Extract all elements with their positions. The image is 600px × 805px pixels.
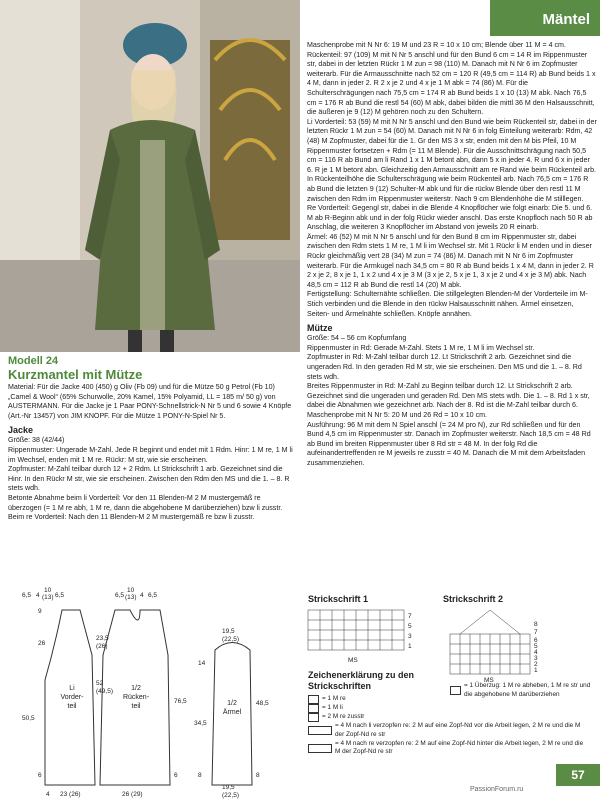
- pattern-schematic: [0, 585, 300, 800]
- dim-52: 52: [96, 680, 104, 687]
- chart2-row-8: 8: [534, 621, 538, 628]
- dim-9: 9: [38, 608, 42, 615]
- dim-23-5: 23,5: [96, 635, 109, 642]
- chart1-row-1: 1: [408, 643, 412, 650]
- dim-top-7: 10: [127, 587, 135, 594]
- label-front-3: teil: [67, 703, 77, 710]
- chart2-row-1: 1: [534, 667, 538, 674]
- watermark: PassionForum.ru: [470, 786, 524, 793]
- symbol-ssk-icon: [450, 686, 461, 695]
- dim-22-5-top: (22,5): [222, 636, 239, 643]
- chart2-row-4: 4: [534, 649, 538, 656]
- betonte-abnahme-text: Betonte Abnahme beim li Vorderteil: Vor den 11 Blenden-M 2 M mustergemäß re überzogen (= 1 M re abh, 1 M re, dann die abgehobene M darüberziehen) bzw li zusstr. Beim re Vorderteil: Nach den 11 Blenden-M 2 M mustergemäß re bzw li zusstr.: [8, 493, 283, 522]
- chart2-row-6: 6: [534, 637, 538, 644]
- chart1-row-3: 3: [408, 633, 412, 640]
- dim-4: 4: [46, 791, 50, 798]
- model-number: Modell 24: [8, 355, 59, 367]
- section-tab: [490, 0, 600, 36]
- dim-26: 26: [38, 640, 46, 647]
- chart2-row-3: 3: [534, 655, 538, 662]
- label-back-3: teil: [131, 703, 141, 710]
- symbol-purl-icon: [308, 704, 319, 713]
- model-title: Kurzmantel mit Mütze: [8, 367, 143, 382]
- right-column: [307, 41, 597, 469]
- fertigstellung-text: Fertigstellung: Schulternähte schließen. Die stillgelegten Blenden-M der Vorderteile im M-Stich verbinden und die Blende in den rückw Halsausschnitt nähen. Ärmel einsetzen, Seiten- und Ärmelnähte schließen. Knöpfe annähen.: [307, 290, 588, 318]
- label-sleeve-1: 1/2: [227, 700, 237, 707]
- dim-22-5-bottom: (22,5): [222, 792, 239, 799]
- dim-6b: 6: [174, 772, 178, 779]
- legend-item-li: = 1 M li: [308, 704, 588, 713]
- chart2-row-5: 5: [534, 643, 538, 650]
- dim-23-26: 23 (26): [60, 791, 81, 798]
- knitting-charts: [300, 590, 600, 780]
- dim-76-5: 76,5: [174, 698, 187, 705]
- symbol-cable-left-icon: [308, 726, 332, 735]
- dim-26b: (26): [96, 643, 108, 650]
- zopfmuster-rd-text: Zopfmuster in Rd: M-Zahl teilbar durch 12. Lt Strickschrift 2 arb. Gezeichnet sind die ungeraden Rd. In den geraden Rd M str, wie sie erscheinen. Den MS und die 1. – 8. Rd stets wdh.: [307, 353, 582, 381]
- dim-8b: 8: [256, 772, 260, 779]
- chart2-ms: MS: [484, 677, 494, 684]
- dim-top-1: 6,5: [22, 592, 32, 599]
- maschenprobe-muetze-text: Maschenprobe mit N Nr 5: 20 M und 26 Rd = 10 x 10 cm.: [307, 410, 487, 419]
- symbol-k2tog-icon: [308, 713, 319, 722]
- dim-14: 14: [198, 660, 206, 667]
- chart2-title: Strickschrift 2: [443, 594, 504, 604]
- dim-26-29: 26 (29): [122, 791, 143, 798]
- symbol-cable-right-icon: [308, 744, 332, 753]
- legend: [308, 695, 588, 757]
- dim-34-5: 34,5: [194, 720, 207, 727]
- dim-top-5: 6,5: [55, 592, 65, 599]
- label-sleeve-2: Ärmel: [222, 709, 242, 716]
- dim-top-6: 6,5: [115, 592, 125, 599]
- legend-ueberzug: = 1 Überzug: 1 M re abheben, 1 M re str und die abgehobene M darüberziehen: [450, 682, 595, 700]
- legend-title: Zeichenerklärung zu den Strickschriften: [308, 670, 415, 691]
- aermel-text: Ärmel: 46 (52) M mit N Nr 5 anschl und für den Bund 8 cm im Rippenmuster str, dabei zwischen den Rdm stets 1 M re, 1 M li im Wechsel str. Mit 1 Rückr li M enden und in dieser Rückr gleichmäßig vert 28 (34) M zun = 74 (86) M. Danach mit N Nr 6 im Zopfmuster weiterarb. Für die Armkugel nach 34,5 cm = 80 R ab Bund beids 1 x 4 M, dann in jeder 2. R 2 x je 2, 8 x je 1, 1 x 2 und 4 x je 3 M (3 x je 2, 5 x je 1, 3 x je 2 und 4 x je 3 M) abk. Nach 48,5 cm = 112 R ab Bund die restl 14 (20) M abk.: [307, 232, 594, 289]
- section-label: Mäntel: [542, 11, 590, 28]
- dim-50-5: 50,5: [22, 715, 35, 722]
- dim-top-8: (13): [125, 594, 137, 601]
- legend-item-zusstr: = 2 M re zusstr: [308, 713, 588, 722]
- muetze-heading: Mütze: [307, 323, 333, 334]
- re-vorderteil-text: Re Vorderteil: Gegengl str, dabei in die Blende 4 Knopflöcher wie folgt einarb: Die 5. und 6. M ab R-Beginn abk und in der folg Rückr wieder anschl. Das erste Knopfloch nach 50 R ab Anschlag, die weiteren 3 Knopflöcher im Abstand von jeweils 20 R einarb.: [307, 204, 593, 232]
- ausfuehrung-text: Ausführung: 96 M mit dem N Spiel anschl (= 24 M pro N), zur Rd schließen und für den Bund 4,5 cm im Rippenmuster str. Danach im Zopfmuster weiterstr. Nach 18,5 cm = 48 Rd ab Bund im breiten Rippenmuster über 8 Rd str = 48 M. In der folg Rd die aufeinandertreffenden re M jeweils re zusstr = 40 M. Danach die M mit dem Arbeitsfaden zusammenziehen.: [307, 420, 591, 467]
- dim-top-10: 6,5: [148, 592, 158, 599]
- page-number: 57: [556, 764, 600, 786]
- coat-photo-illustration: [0, 0, 300, 352]
- model-description: [8, 355, 295, 523]
- rippenmuster-rd-text: Rippenmuster in Rd: Gerade M-Zahl. Stets 1 M re, 1 M li im Wechsel str.: [307, 343, 535, 352]
- legend-item-cable-left: = 4 M nach li verzopfen re: 2 M auf eine Zopf-Nd vor die Arbeit legen, 2 M re und die M der Zopf-Nd re str: [308, 722, 588, 740]
- dim-48-5: 48,5: [256, 700, 269, 707]
- label-back-2: Rücken-: [122, 694, 150, 701]
- chart1-ms: MS: [348, 657, 358, 664]
- dim-top-9: 4: [140, 592, 144, 599]
- breites-rippenmuster-text: Breites Rippenmuster in Rd: M-Zahl zu Beginn teilbar durch 12. Lt Strickschrift 2 arb. Gezeichnet sind die ungeraden und geraden Rd. Den MS stets wdh. Die 1. – 8. Rd 1 x str, dabei die Abnahmen wie gezeichnet arb. Nach der 8. Rd ist die M-Zahl teilbar durch 6.: [307, 382, 590, 410]
- material-text: Material: Für die Jacke 400 (450) g Oliv (Fb 09) und für die Mütze 50 g Petrol (Fb 10) „Camel & Wool“ (65% Schurwolle, 20% Kamel, 15% Polyamid, LL = 185 m/ 50 g) von AUSTERMANN. Für die Jacke je 1 Paar PONY-Schnellstrick-N Nr 5 und 6 sowie 4 Knöpfe (Art.-Nr 13457) von JIM KNOPF. Für die Mütze 1 PONY-N-Spiel Nr 5.: [8, 383, 292, 420]
- maschenprobe-text: Maschenprobe mit N Nr 6: 19 M und 23 R = 10 x 10 cm; Blende über 11 M = 4 cm.: [307, 41, 566, 49]
- model-photo: [0, 0, 300, 352]
- jacke-heading: Jacke: [8, 425, 34, 436]
- muetze-groesse: Größe: 54 – 56 cm Kopfumfang: [307, 334, 407, 343]
- jacke-groesse: Größe: 38 (42/44): [8, 436, 65, 445]
- dim-19-5-bottom: 19,5: [222, 784, 235, 791]
- dim-6a: 6: [38, 772, 42, 779]
- chart2-row-2: 2: [534, 661, 538, 668]
- rippenmuster-text: Rippenmuster: Ungerade M-Zahl. Jede R beginnt und endet mit 1 Rdm. Hinr: 1 M re, 1 M li im Wechsel, enden mit 1 M re. Rückr: M str, wie sie erscheinen.: [8, 445, 293, 464]
- label-front-1: Li: [69, 685, 75, 692]
- zopfmuster-text: Zopfmuster: M-Zahl teilbar durch 12 + 2 Rdm. Lt Strickschrift 1 arb. Gezeichnet sind die Hinr. In den Rückr M str, wie sie erscheinen. Zwischen den Rdm den MS und die 1. – 8. R stets wdh.: [8, 465, 290, 493]
- dim-49-5: (49,5): [96, 688, 113, 695]
- chart1-title: Strickschrift 1: [308, 594, 369, 604]
- chart2-row-7: 7: [534, 629, 538, 636]
- chart1-row-7: 7: [408, 613, 412, 620]
- chart1-row-5: 5: [408, 623, 412, 630]
- schematic-drawing: [0, 585, 300, 800]
- dim-top-3: 10: [44, 587, 52, 594]
- li-vorderteil-text: Li Vorderteil: 53 (59) M mit N Nr 5 anschl und den Bund wie beim Rückenteil str, dabei in der letzten Rückr 1 M zun = 54 (60) M. Danach mit N Nr 6 in folg Einteilung weiterarb: Rdm, 42 (48) M Zopfmuster, dabei für die 1. Gr den MS 3 x str, enden mit den M bis Pfeil, 10 M Rippenmuster fortsetzen + Rdm (= 11 M Blende). Für die Ausschnittschrägung nach 50,5 cm = 116 R ab Bund am li Rand 1 x 1 M betont abn, dann 5 x in jeder 4. R und 6 x in jeder 6. R je 1 M betont abn. Gleichzeitig den Armausschnitt am re Rand wie beim Rückenteil arb. In Rückenteilhöhe die Schulterschrägung wie beim Rückenteil arb. Nach 76,5 cm = 176 R ab Bund die letzten 9 (12) Schulter-M abk und für die rückw Blende über den restl 11 M zwischen den Rdm im Rippenmuster weiterstr. Nach 9 cm Blendenhöhe die M stilllegen.: [307, 117, 597, 203]
- legend-item-re: = 1 M re: [308, 695, 588, 704]
- legend-item-cable-right: = 4 M nach re verzopfen re: 2 M auf eine Zopf-Nd hinter die Arbeit legen, 2 M re und die M der Zopf-Nd re str: [308, 740, 588, 758]
- rueckenteil-text: Rückenteil: 97 (109) M mit N Nr 5 anschl und für den Bund 6 cm = 14 R im Rippenmuster str, dabei in der letzten Rückr 1 M zun = 98 (110) M. Danach mit N Nr 6 im Zopfmuster weiterarb. Für die Armausschnitte nach 52 cm = 120 R (49,5 cm = 114 R) ab Bund beids 1 x 4 M, dann in jeder 2. R 2 x je 2 und 4 x je 1 M abk = 74 (86) M. Für die Schulterschrägungen nach 75,5 cm = 174 R ab Bund beids 1 x 10 (13) M abk. Nach 76,5 cm = 176 R ab Bund die restl 54 (60) M abk, dabei bilden die mittl 36 M den Halsausschnitt, die äußeren je 9 (12) M gehören noch zu den Schultern.: [307, 50, 596, 117]
- symbol-knit-icon: [308, 695, 319, 704]
- dim-19-5-top: 19,5: [222, 628, 235, 635]
- label-back-1: 1/2: [131, 685, 141, 692]
- label-front-2: Vorder-: [60, 694, 84, 701]
- dim-top-4: (13): [42, 594, 54, 601]
- dim-8a: 8: [198, 772, 202, 779]
- dim-top-2: 4: [36, 592, 40, 599]
